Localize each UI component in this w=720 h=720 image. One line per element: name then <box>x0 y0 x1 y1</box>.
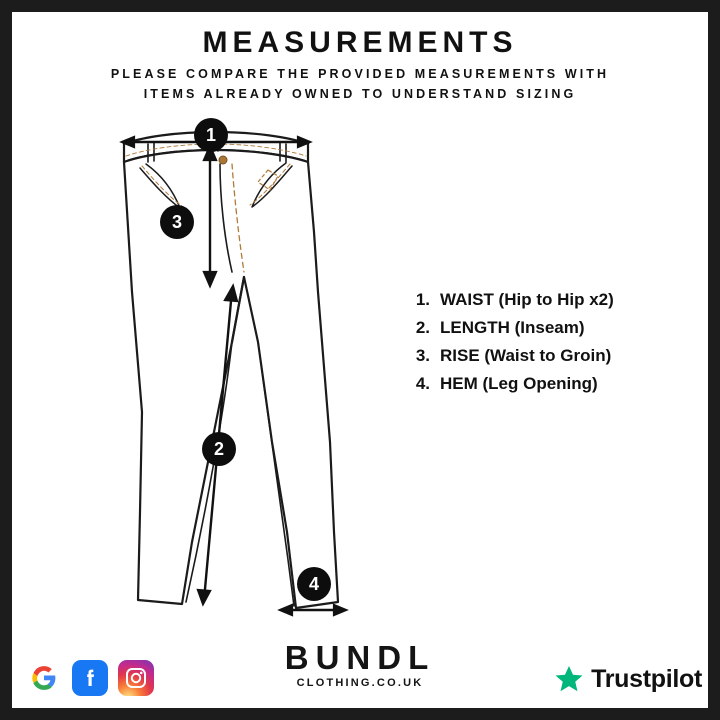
trustpilot-label: Trustpilot <box>591 664 702 693</box>
brand-name: BUNDL <box>284 639 436 676</box>
page-subtitle <box>12 64 708 104</box>
google-icon[interactable] <box>26 660 62 696</box>
legend-label: RISE (Waist to Groin) <box>440 346 612 365</box>
hem-marker: 4 <box>297 567 331 601</box>
subtitle-line-1: PLEASE COMPARE THE PROVIDED MEASUREMENTS WITH <box>110 67 610 81</box>
waist-marker: 1 <box>194 118 228 152</box>
brand-domain: CLOTHING.CO.UK <box>296 677 424 689</box>
legend-item-rise <box>404 346 704 366</box>
legend-item-hem <box>404 374 704 394</box>
legend-number: 3. <box>415 346 430 365</box>
facebook-icon[interactable] <box>72 660 108 696</box>
google-glyph <box>31 665 57 691</box>
trustpilot-star-icon <box>554 664 584 694</box>
infographic-canvas <box>12 12 708 708</box>
measurement-legend <box>404 290 704 402</box>
legend-number: 4. <box>415 374 430 393</box>
page-title: MEASUREMENTS <box>202 26 518 59</box>
legend-number: 2. <box>415 318 430 337</box>
trustpilot-badge[interactable] <box>554 664 702 694</box>
rise-marker: 3 <box>160 205 194 239</box>
legend-label: LENGTH (Inseam) <box>440 318 585 337</box>
length-marker: 2 <box>202 432 236 466</box>
legend-item-waist <box>404 290 704 310</box>
instagram-glyph <box>124 666 148 690</box>
social-links <box>26 660 154 696</box>
legend-item-length <box>404 318 704 338</box>
instagram-icon[interactable] <box>118 660 154 696</box>
facebook-glyph <box>78 666 102 690</box>
legend-number: 1. <box>415 290 430 309</box>
jeans-diagram <box>82 112 402 632</box>
legend-label: HEM (Leg Opening) <box>440 374 598 393</box>
subtitle-line-2: ITEMS ALREADY OWNED TO UNDERSTAND SIZING <box>143 87 577 101</box>
legend-label: WAIST (Hip to Hip x2) <box>440 290 614 309</box>
jeans-illustration <box>82 112 402 632</box>
